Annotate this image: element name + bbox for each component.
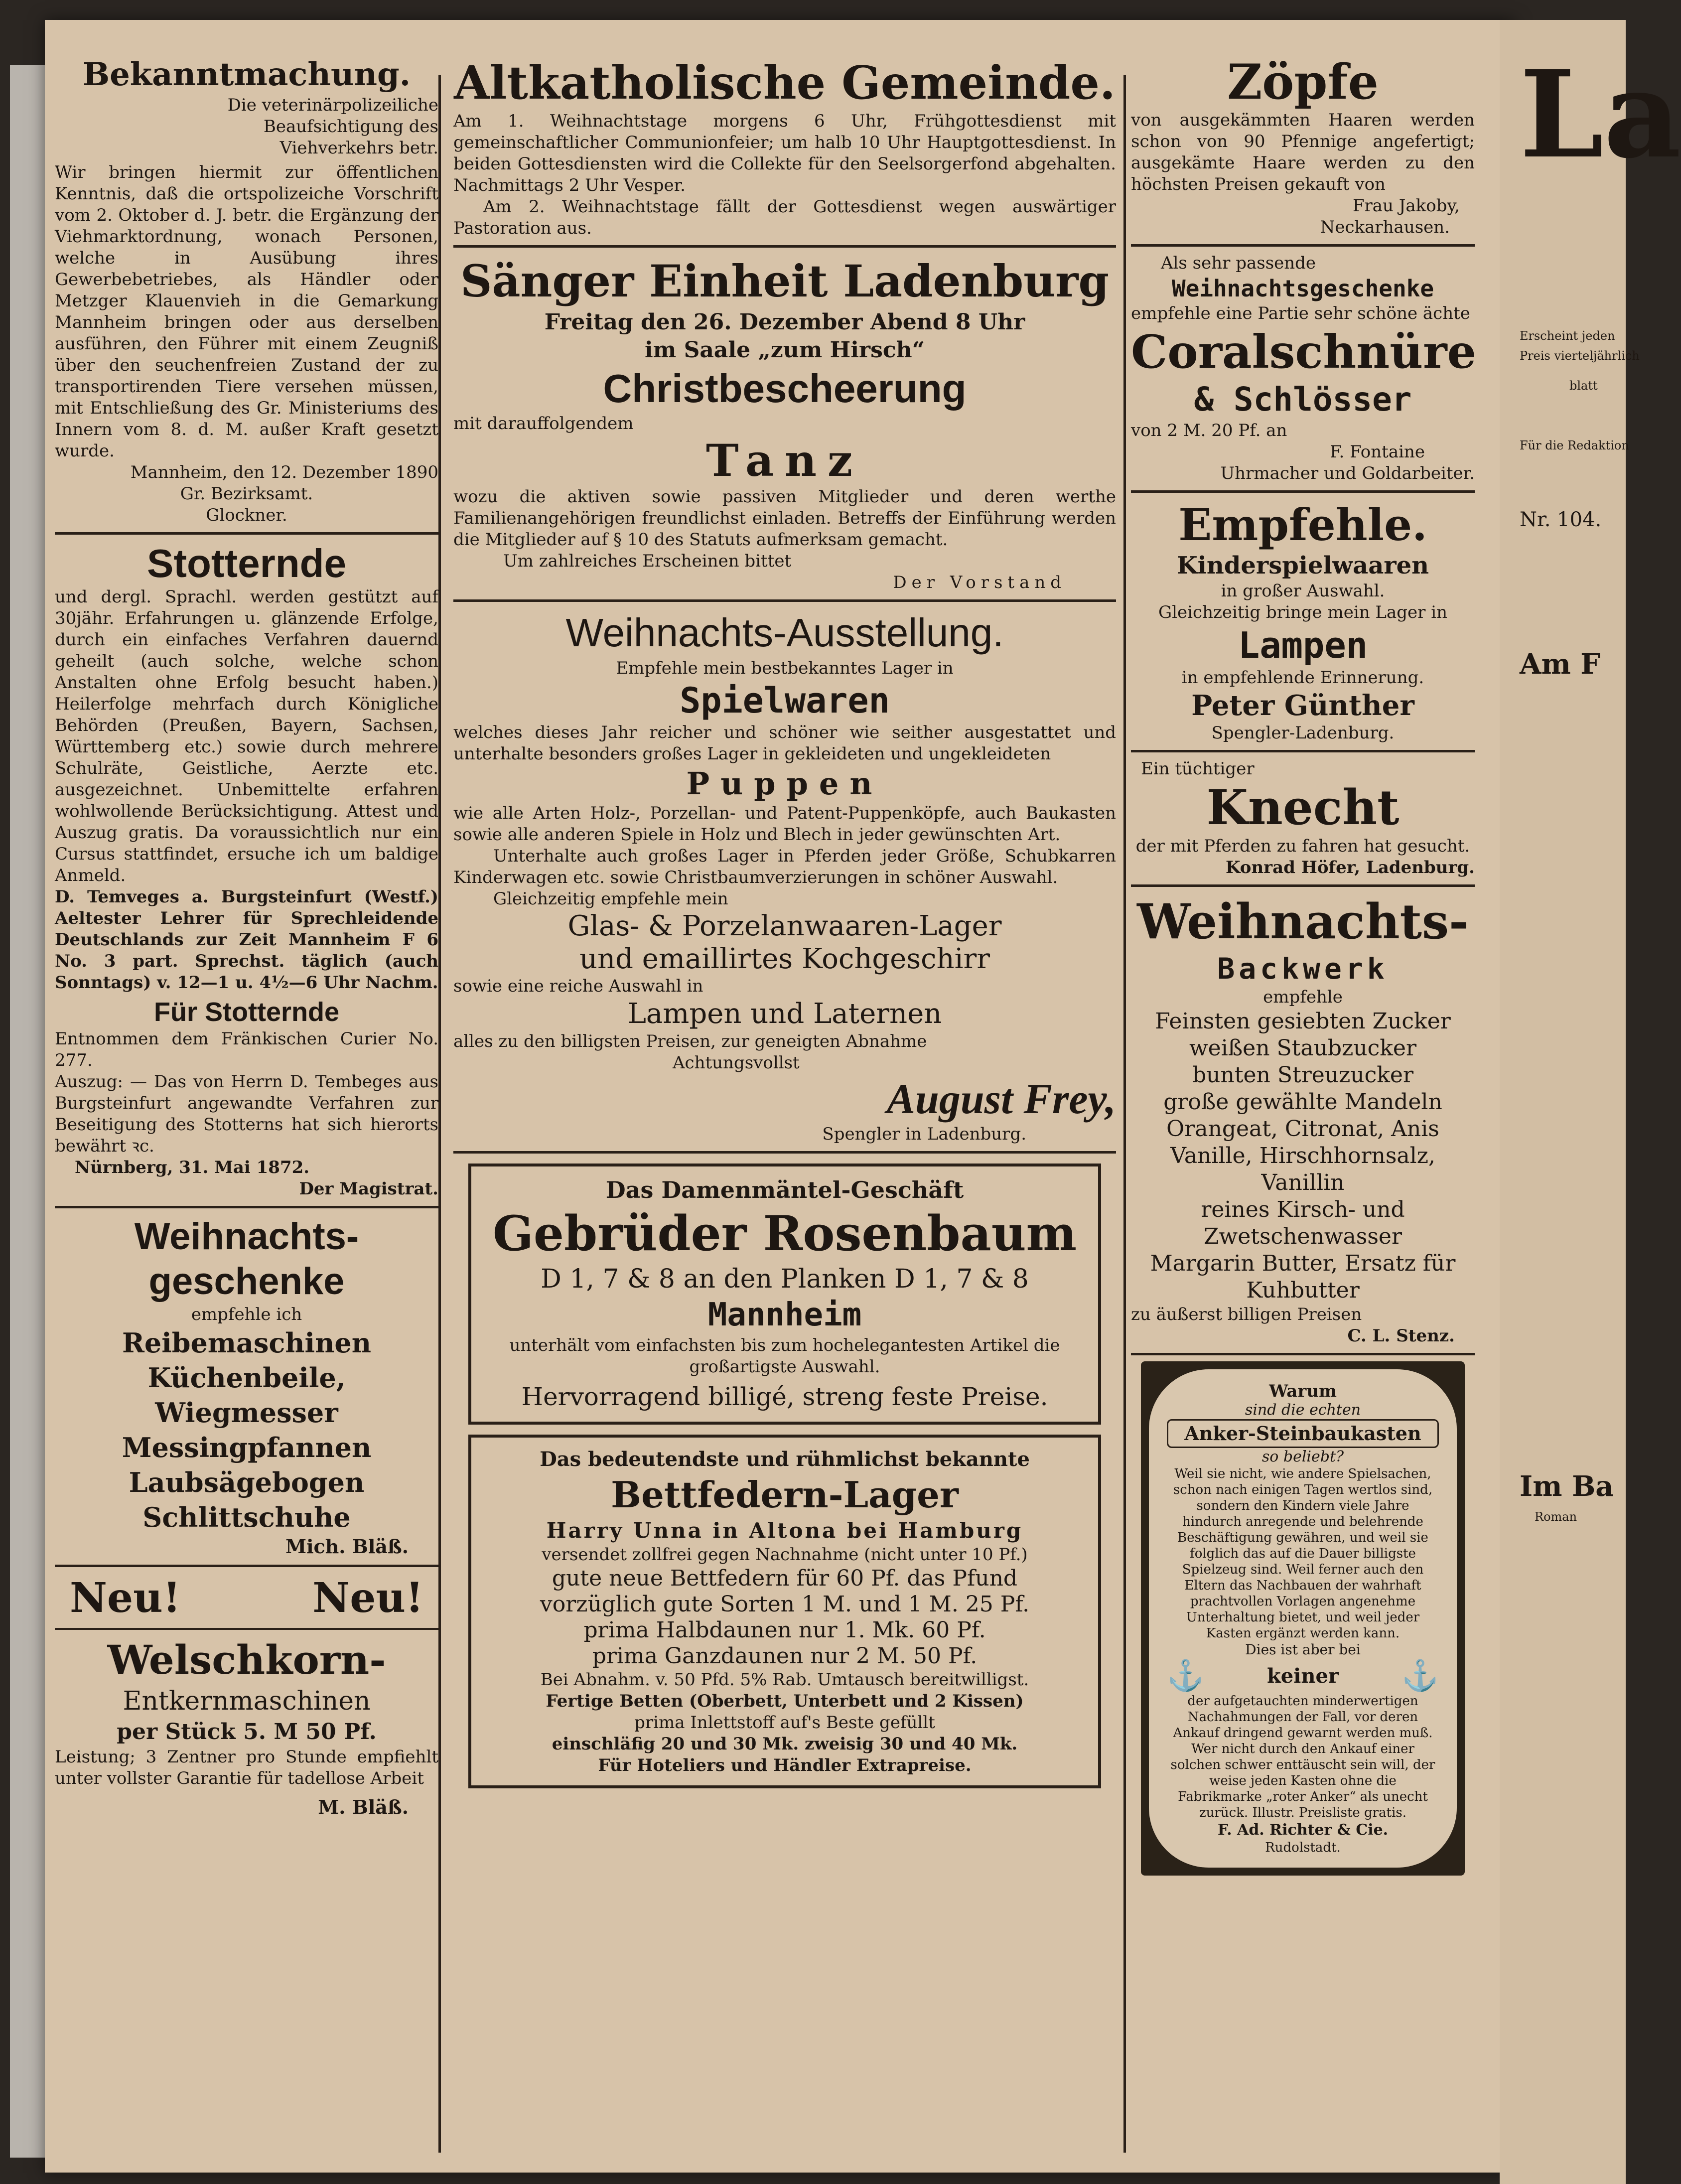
ad-signature: F. Fontaine (1330, 442, 1425, 462)
ad-keiner: keiner (1267, 1664, 1339, 1688)
ad-body-2: der aufgetauchten minderwertigen Nachahmungen der Fall, vor deren Ankauf dringend gewarnt werden muß. Wer nicht durch den Ankauf einer solchen schwer enttäuscht sein will, der weise jeden Kasten ohne die Fabrikmarke „roter Anker“ als unecht zurück. Illustr. Preisliste gratis. (1170, 1694, 1435, 1820)
ad-title: Weihnachts-Ausstellung. (565, 610, 1004, 655)
page-fragment: Am F (1520, 648, 1600, 681)
anker-steinbaukasten-ad (1141, 1361, 1465, 1876)
divider (1131, 750, 1475, 752)
ad-body: von ausgekämmten Haaren werden schon von 90 Pfennige angefertigt; ausgekämte Haare werden zu den höchsten Preisen gekauft von (1131, 110, 1475, 194)
ad-signature: Der Magistrat. (299, 1179, 438, 1199)
stotternde-ad (55, 541, 438, 1200)
ad-dies: Dies ist aber bei (1245, 1641, 1361, 1658)
welschkorn-ad (55, 1573, 438, 1819)
ad-body-7: Achtungsvollst (673, 1053, 800, 1073)
empfehle-ad (1131, 499, 1475, 744)
ad-lampen: Lampen (1238, 624, 1368, 666)
ad-line: prima Ganzdaunen nur 2 M. 50 Pf. (592, 1643, 978, 1669)
divider (1131, 244, 1475, 247)
list-item: Messingpfannen (122, 1432, 372, 1463)
notice-office: Gr. Bezirksamt. (180, 484, 313, 504)
ad-title: Empfehle. (1178, 499, 1427, 551)
ad-body: und dergl. Sprachl. werden gestützt auf 30jähr. Erfahrungen u. glänzende Erfolge, durch ein einfaches Verfahren dauernd geheilt (auch solche, welche schon Anstalten ohne Erfolg besucht haben.) Heilerfolge mehrfach durch Königliche Behörden (Preußen, Bayern, Sachsen, Württemberg etc.) sowie durch mehrere Schulräte, Geistliche, Aerzte etc. ausgezeichnet. Unbemittelte erfahren wohlwollende Berücksichtigung. Attest und Auszug gratis. Da voraussichtlich nur ein Cursus stattfindet, ersuche ich um baldige Anmeld. (55, 587, 438, 885)
notice-title: Bekanntmachung. (82, 56, 411, 93)
ad-signature: Der Vorstand (893, 573, 1066, 592)
ad-intro: Ein tüchtiger (1141, 759, 1255, 779)
bettfedern-ad (468, 1435, 1101, 1788)
ad-title: Bettfedern-Lager (611, 1473, 959, 1516)
notice-subject: Die veterinärpolizeiliche Beaufsichtigung des Viehverkehrs betr. (227, 95, 438, 158)
divider (453, 1151, 1116, 1154)
ad-sind: sind die echten (1245, 1401, 1361, 1419)
divider (453, 599, 1116, 602)
divider (1131, 884, 1475, 887)
issue-number: Nr. 104. (1520, 508, 1602, 531)
ad-title: Anker-Steinbaukasten (1167, 1419, 1439, 1448)
anchor-icon: ⚓ (1167, 1658, 1204, 1693)
ad-body-3: in empfehlende Erinnerung. (1181, 668, 1424, 688)
list-item: Reibemaschinen (122, 1327, 371, 1359)
ad-signature: Konrad Höfer, Ladenburg. (1225, 858, 1475, 877)
notice-body: Am 1. Weihnachtstage morgens 6 Uhr, Frühgottesdienst mit gemeinschaftlicher Communionfeier; um halb 10 Uhr Hauptgottesdienst. In beiden Gottesdiensten wird die Collekte für den Seelsorgerfond abgehalten. Nachmittags 2 Uhr Vesper. (453, 111, 1116, 195)
ad-merchant-location: Spengler-Ladenburg. (1211, 723, 1395, 743)
ad-head: Weihnachtsgeschenke (1171, 275, 1434, 302)
ad-subtitle: Entkernmaschinen (123, 1686, 371, 1716)
adjacent-page (1500, 20, 1681, 2184)
ad-line: einschläfig 20 und 30 Mk. zweisig 30 und 40 Mk. (552, 1734, 1018, 1754)
ad-oval (1149, 1369, 1457, 1868)
ad-request: Um zahlreiches Erscheinen bittet (503, 551, 792, 571)
ad-intro: empfehle ich (191, 1305, 302, 1324)
ad-line: prima Halbdaunen nur 1. Mk. 60 Pf. (583, 1617, 986, 1643)
ad-body: wozu die aktiven sowie passiven Mitglieder und deren werthe Familienangehörigen freundlichst einladen. Betreffs der Einführung werden die Mitglieder auf § 10 des Statuts aufmerksam gemacht. (453, 487, 1116, 550)
list-item: Schlittschuhe (142, 1501, 351, 1533)
rosenbaum-ad (468, 1164, 1101, 1425)
ad-body: in großer Auswahl. (1221, 581, 1385, 601)
ad-subtitle: Für Stotternde (154, 997, 339, 1027)
ad-body: der mit Pferden zu fahren hat gesucht. (1135, 836, 1470, 856)
altkatholische-notice (453, 55, 1116, 239)
ad-line: gute neue Bettfedern für 60 Pf. das Pfund (552, 1566, 1018, 1591)
ad-merchant-name: Peter Günther (1191, 689, 1414, 722)
ad-name: Harry Unna in Altona bei Hamburg (546, 1518, 1023, 1543)
neu-label: Neu! (312, 1574, 423, 1622)
ad-line: Fertige Betten (Oberbett, Unterbett und 2 Kissen) (546, 1691, 1024, 1711)
event-date: Freitag den 26. Dezember Abend 8 Uhr (544, 309, 1025, 335)
ad-intro: Als sehr passende (1161, 253, 1316, 273)
list-item: Küchenbeile, (147, 1362, 346, 1394)
list-item: Laubsägebogen (129, 1466, 365, 1498)
column-middle (453, 55, 1116, 2153)
ad-intro: Empfehle mein bestbekanntes Lager in (616, 658, 954, 678)
ad-title: Zöpfe (1227, 54, 1379, 110)
list-item: bunten Streuzucker (1192, 1062, 1414, 1088)
ad-title: Sänger Einheit Ladenburg (460, 255, 1110, 307)
ad-so: so beliebt? (1261, 1448, 1344, 1465)
ad-glas-line1: Glas- & Porzelanwaaren-Lager (567, 910, 1002, 942)
ad-signature-location: Neckarhausen. (1320, 217, 1450, 237)
ad-top: Das Damenmäntel-Geschäft (605, 1176, 964, 1203)
weihnachtsgeschenke-ad (55, 1214, 438, 1559)
divider (1131, 1353, 1475, 1355)
ad-body-4: Gleichzeitig empfehle mein (493, 889, 728, 909)
ad-glas-line2: und emaillirtes Kochgeschirr (579, 943, 990, 975)
ad-intro: empfehle (1263, 987, 1343, 1007)
list-item: Vanillin (1261, 1170, 1345, 1195)
ad-price: per Stück 5. M 50 Pf. (117, 1719, 377, 1745)
ad-firm-location: Rudolstadt. (1265, 1840, 1341, 1855)
book-binding (10, 65, 45, 2158)
ad-price: von 2 M. 20 Pf. an (1131, 421, 1287, 440)
event-name: Christbescheerung (603, 366, 967, 411)
notice-signature: Glockner. (206, 505, 287, 525)
list-item: weißen Staubzucker (1189, 1035, 1416, 1061)
page-fragment: Preis vierteljährlich (1520, 349, 1640, 363)
ad-signature: M. Bläß. (318, 1796, 409, 1818)
page-fragment: Für die Redaktion (1520, 438, 1629, 452)
weihnachts-backwerk-ad (1131, 893, 1475, 1347)
ad-body-5: sowie eine reiche Auswahl in (453, 976, 703, 996)
ad-puppen: Puppen (686, 765, 883, 802)
ad-lampen: Lampen und Laternen (627, 998, 942, 1030)
page-fragment: Erscheint jeden (1520, 329, 1615, 343)
neu-row (55, 1573, 438, 1623)
ad-body: Leistung; 3 Zentner pro Stunde empfiehlt unter vollster Garantie für tadellose Arbeit (55, 1747, 438, 1788)
divider (1131, 490, 1475, 493)
list-item: reines Kirsch- und (1201, 1197, 1405, 1222)
ad-spielwaren: Spielwaren (680, 680, 890, 721)
divider (55, 1628, 438, 1630)
knecht-ad (1131, 758, 1475, 878)
list-item: Wiegmesser (155, 1397, 338, 1429)
ad-tail: zu äußerst billigen Preisen (1131, 1305, 1362, 1324)
ad-title: Gebrüder Rosenbaum (492, 1205, 1077, 1262)
ad-body: empfehle eine Partie sehr schöne ächte (1131, 303, 1470, 323)
item-list (1131, 1008, 1475, 1304)
divider (55, 1206, 438, 1208)
notice-body-2: Am 2. Weihnachtstage fällt der Gottesdienst wegen auswärtiger Pastoration aus. (453, 197, 1116, 238)
ad-signature-role: Uhrmacher und Goldarbeiter. (1220, 463, 1475, 483)
ad-body-2: Gleichzeitig bringe mein Lager in (1158, 602, 1447, 622)
ad-warum: Warum (1269, 1381, 1337, 1401)
ad-signature: Frau Jakoby, (1352, 196, 1460, 216)
ad-body-2: wie alle Arten Holz-, Porzellan- und Patent-Puppenköpfe, auch Baukasten sowie alle anderen Spiele in Holz und Blech in jeder gewünschten Art. (453, 803, 1116, 845)
divider (55, 1565, 438, 1567)
list-item: Kuhbutter (1246, 1278, 1360, 1303)
notice-body: Wir bringen hiermit zur öffentlichen Kenntnis, daß die ortspolizeiche Vorschrift vom 2. Oktober d. J. betr. die Ergänzung der Viehmarktordnung, wonach Personen, welche in Ausübung ihres Gewerbebetriebes, als Händler oder Metzger Klauenvieh in die Gemarkung Mannheim bringen oder aus derselben ausführen, den Führer mit einem Zeugniß über den seuchenfreien Zustand der zu transportirenden Tiere versehen müssen, mit Entschließung des Gr. Ministeriums des Innern vom 8. d. M. außer Kraft gesetzt wurde. (55, 162, 438, 461)
ad-signature: Mich. Bläß. (285, 1535, 409, 1558)
ad-body: unterhält vom einfachsten bis zum hochelegantesten Artikel die großartigste Auswahl. (509, 1335, 1060, 1377)
list-item: Feinsten gesiebten Zucker (1155, 1009, 1451, 1034)
saenger-einheit-ad (453, 254, 1116, 593)
weihnachts-ausstellung-ad (453, 608, 1116, 1145)
ad-title: Stotternde (147, 541, 346, 585)
page-fragment: Roman (1535, 1510, 1577, 1524)
ad-title-2: & Schlösser (1194, 380, 1412, 419)
page-fragment: Im Ba (1520, 1470, 1614, 1503)
ad-top: Das bedeutendste und rühmlichst bekannte (540, 1448, 1030, 1471)
page-fragment: blatt (1569, 379, 1598, 393)
list-item: Vanille, Hirschhornsalz, (1170, 1143, 1435, 1168)
event-followup: mit darauffolgendem (453, 414, 634, 434)
ad-line: vorzüglich gute Sorten 1 M. und 1 M. 25 Pf. (540, 1592, 1030, 1617)
anchor-icon: ⚓ (1401, 1658, 1439, 1693)
list-item: Orangeat, Citronat, Anis (1166, 1116, 1439, 1142)
ad-body: Weil sie nicht, wie andere Spielsachen, schon nach einigen Tagen wertlos sind, sondern den Kindern viele Jahre hindurch anregende und belehrende Beschäftigung gewähren, und weil sie folglich das auf die Dauer billigste Spielzeug sind. Weil ferner auch den Eltern das Nachbauen der wahrhaft prachtvollen Vorlagen angenehme Unterhaltung bietet, und weil jeder Kasten ergänzt werden kann. (1173, 1466, 1433, 1641)
ad-subtitle: Kinderspielwaaren (1176, 552, 1429, 580)
column-left (55, 55, 438, 2153)
event-place: im Saale „zum Hirsch“ (645, 337, 925, 363)
event-tanz: Tanz (705, 435, 864, 486)
divider (55, 532, 438, 535)
notice-date: Mannheim, den 12. Dezember 1890 (130, 462, 438, 482)
ad-line: versendet zollfrei gegen Nachnahme (nicht unter 10 Pf.) (542, 1545, 1028, 1565)
ad-line: Für Hoteliers und Händler Extrapreise. (598, 1755, 972, 1775)
coralschnuere-ad (1131, 253, 1475, 484)
ad-merchant-location: Spengler in Ladenburg. (822, 1124, 1026, 1144)
ad-slogan: Hervorragend billigé, streng feste Preise. (521, 1382, 1048, 1411)
ad-city: Mannheim (707, 1297, 862, 1333)
ad-title: Welschkorn- (107, 1636, 386, 1683)
ad-title: Knecht (1206, 779, 1400, 836)
ad-merchant-name: August Frey, (886, 1075, 1116, 1123)
ad-date: Nürnberg, 31. Mai 1872. (75, 1158, 310, 1177)
ad-address: D. Temveges a. Burgsteinfurt (Westf.) Aeltester Lehrer für Sprechleidende Deutschlands zur Zeit Mannheim F 6 No. 3 part. Sprechst. täglich (auch Sonntags) v. 12—1 u. 4½—6 Uhr Nachm. (55, 887, 438, 993)
anchor-row (1167, 1658, 1439, 1693)
ad-title-line2: geschenke (148, 1260, 345, 1303)
bekanntmachung-notice (55, 55, 438, 526)
ad-excerpt: Auszug: — Das von Herrn D. Tembeges aus Burgsteinfurt angewandte Verfahren zur Beseitigung des Stotterns hat sich hierorts bewährt ꝛc. (55, 1072, 438, 1156)
notice-title: Altkatholische Gemeinde. (454, 56, 1116, 110)
ad-title: Weihnachts- (1137, 893, 1469, 950)
column-rule (438, 75, 441, 2153)
item-list (55, 1325, 438, 1535)
ad-subtitle: Backwerk (1217, 952, 1389, 986)
column-right (1131, 55, 1475, 2153)
column-rule (1123, 75, 1126, 2153)
ad-address: D 1, 7 & 8 an den Planken D 1, 7 & 8 (541, 1264, 1029, 1294)
list-item: große gewählte Mandeln (1163, 1089, 1442, 1115)
ad-body-6: alles zu den billigsten Preisen, zur geneigten Abnahme (453, 1031, 927, 1051)
ad-title: Coralschnüre (1131, 325, 1477, 379)
ad-title-line1: Weihnachts- (134, 1215, 359, 1258)
ad-line: Bei Abnahm. v. 50 Pfd. 5% Rab. Umtausch bereitwilligst. (540, 1670, 1029, 1690)
divider (453, 245, 1116, 248)
list-item: Zwetschenwasser (1203, 1224, 1402, 1249)
masthead-fragment: La (1520, 44, 1681, 185)
ad-source: Entnommen dem Fränkischen Curier No. 277. (55, 1029, 438, 1070)
ad-body-3: Unterhalte auch großes Lager in Pferden jeder Größe, Schubkarren Kinderwagen etc. sowie Christbaumverzierungen in schöner Auswahl. (453, 846, 1116, 887)
ad-line: prima Inlettstoff auf's Beste gefüllt (634, 1713, 935, 1733)
list-item: Margarin Butter, Ersatz für (1150, 1251, 1456, 1276)
neu-label: Neu! (70, 1574, 181, 1622)
ad-body: welches dieses Jahr reicher und schöner wie seither ausgestattet und unterhalte besonders großes Lager in gekleideten und ungekleideten (453, 723, 1116, 764)
ad-firm: F. Ad. Richter & Cie. (1217, 1821, 1389, 1839)
zoepfe-ad (1131, 55, 1475, 238)
ad-signature: C. L. Stenz. (1347, 1326, 1455, 1346)
